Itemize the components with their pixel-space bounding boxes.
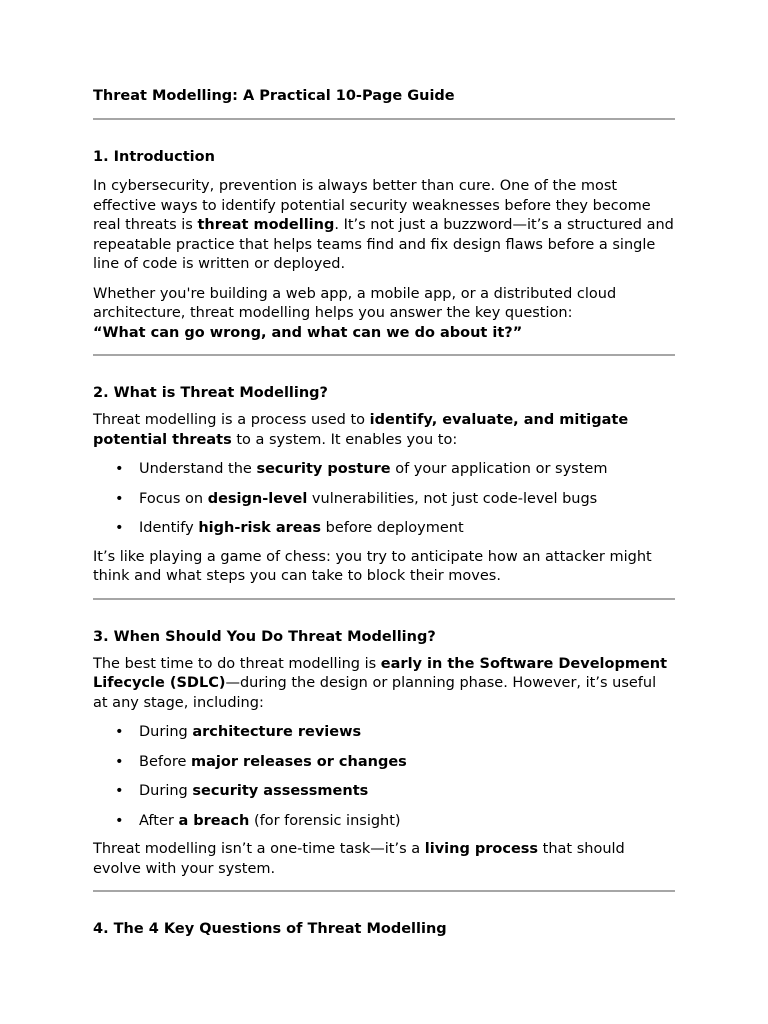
list-item: • Identify high-risk areas before deployment xyxy=(93,519,675,539)
section-heading-when: 3. When Should You Do Threat Modelling? xyxy=(93,628,436,645)
when-paragraph-2: Threat modelling isn’t a one-time task—it’s a living process that should evolve with your system. xyxy=(93,841,625,877)
when-bullet-list xyxy=(93,723,675,831)
list-item: • After a breach (for forensic insight) xyxy=(93,812,675,832)
what-paragraph-1: Threat modelling is a process used to identify, evaluate, and mitigate potential threats to a system. It enables you to: xyxy=(93,412,629,448)
document-page xyxy=(93,86,675,939)
key-question: “What can go wrong, and what can we do about it?” xyxy=(93,324,523,341)
intro-paragraph-2: Whether you're building a web app, a mobile app, or a distributed cloud architecture, threat modelling helps you answer the key question: “What can go wrong, and what can we do about it?” xyxy=(93,285,617,341)
section-heading-key-questions: 4. The 4 Key Questions of Threat Modelling xyxy=(93,921,447,937)
list-item: • Understand the security posture of your application or system xyxy=(93,460,675,480)
section-heading-what-is: 2. What is Threat Modelling? xyxy=(93,385,328,401)
document-title: Threat Modelling: A Practical 10-Page Guide xyxy=(93,88,455,104)
list-item: • Focus on design-level vulnerabilities, not just code-level bugs xyxy=(93,490,675,510)
list-item: • During architecture reviews xyxy=(93,723,675,743)
section-heading-introduction: 1. Introduction xyxy=(93,149,215,165)
when-paragraph-1: The best time to do threat modelling is early in the Software Development Lifecycle (SDLC)—during the design or planning phase. However, it’s useful at any stage, including: xyxy=(93,655,668,711)
list-item: • Before major releases or changes xyxy=(93,753,675,773)
intro-paragraph-1: In cybersecurity, prevention is always better than cure. One of the most effective ways to identify potential security weaknesses before they become real threats is threat modelling. It’s not just a buzzword—it’s a structured and repeatable practice that helps teams find and fix design flaws before a single line of code is written or deployed. xyxy=(93,178,674,272)
what-bullet-list xyxy=(93,460,675,539)
list-item: • During security assessments xyxy=(93,782,675,802)
what-paragraph-2: It’s like playing a game of chess: you try to anticipate how an attacker might think and what steps you can take to block their moves. xyxy=(93,548,652,584)
